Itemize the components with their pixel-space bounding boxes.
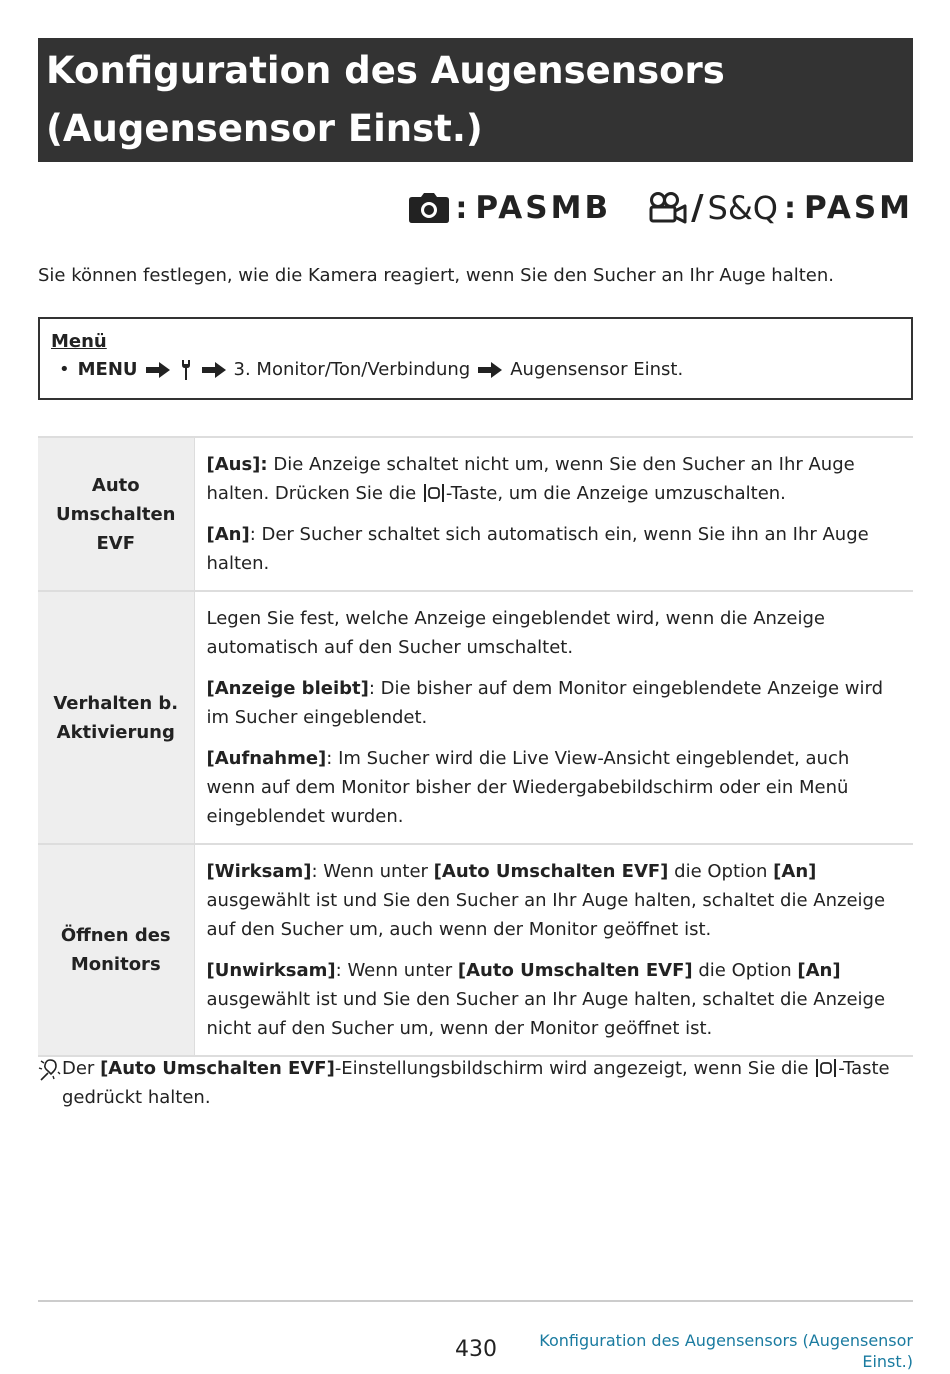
option-text: : Die bisher auf dem Monitor eingeblendete Anzeige wird im Sucher eingeblendet. <box>206 678 884 728</box>
photo-modes-colon: : <box>455 190 468 226</box>
row-intro: Legen Sie fest, welche Anzeige eingeblendet wird, wenn die Anzeige automatisch auf den Sucher umschaltet. <box>206 608 825 658</box>
menu-step-4: Augensensor Einst. <box>510 359 684 380</box>
photo-modes: PASMB <box>475 190 612 226</box>
menu-path-box <box>38 317 913 400</box>
tip-icon <box>38 1058 62 1082</box>
menu-key: MENU <box>77 359 138 380</box>
bullet: • <box>59 359 70 380</box>
option-text: : Der Sucher schaltet sich automatisch ein, wenn Sie ihn an Ihr Auge halten. <box>206 524 869 574</box>
page-title-line-1: Konfiguration des Augensensors <box>46 49 725 92</box>
movie-camera-icon <box>649 192 687 224</box>
camera-icon <box>409 193 449 223</box>
option-key: [Aufnahme] <box>206 748 327 769</box>
row-label: Auto Umschalten EVF <box>38 437 194 591</box>
arrow-right-icon <box>478 362 502 378</box>
option-text: : Wenn unter <box>311 861 434 882</box>
video-modes: PASM <box>803 190 913 226</box>
table-row <box>38 591 913 844</box>
option-key: [An] <box>773 861 817 882</box>
note-text: -Einstellungsbildschirm wird angezeigt, wenn Sie die <box>334 1058 815 1079</box>
option-key: [Auto Umschalten EVF] <box>457 960 693 981</box>
page-title <box>38 38 913 162</box>
row-label: Verhalten b. Aktivierung <box>38 591 194 844</box>
row-description <box>194 591 913 844</box>
footer-divider <box>38 1300 913 1302</box>
option-key: [Auto Umschalten EVF] <box>433 861 669 882</box>
option-an <box>207 520 902 578</box>
page-number: 430 <box>455 1337 497 1362</box>
sq-label: S&Q <box>707 189 778 227</box>
settings-table <box>38 436 913 1057</box>
lv-button-icon <box>815 1058 837 1078</box>
option-unwirksam <box>207 956 902 1043</box>
option-text: ausgewählt ist und Sie den Sucher an Ihr Auge halten, schaltet die Anzeige auf den Sucher um, auch wenn der Monitor geöffnet ist. <box>206 890 886 940</box>
lv-button-icon <box>423 483 445 503</box>
shooting-modes <box>409 187 913 229</box>
option-text: die Option <box>668 861 774 882</box>
option-key: [Aus]: <box>206 454 268 475</box>
option-key: [Unwirksam] <box>206 960 336 981</box>
option-text: : Wenn unter <box>335 960 458 981</box>
option-anzeige-bleibt <box>207 674 902 732</box>
option-text: die Option <box>692 960 798 981</box>
option-aufnahme <box>207 744 902 831</box>
row-description <box>194 437 913 591</box>
row-label: Öffnen des Monitors <box>38 844 194 1056</box>
arrow-right-icon <box>202 362 226 378</box>
note-text: -Taste gedrückt halten. <box>62 1058 890 1108</box>
option-text: Die Anzeige schaltet nicht um, wenn Sie den Sucher an Ihr Auge halten. Drücken Sie die <box>206 454 855 504</box>
table-row <box>38 437 913 591</box>
row-description <box>194 844 913 1056</box>
option-key: [Wirksam] <box>206 861 312 882</box>
option-text: ausgewählt ist und Sie den Sucher an Ihr Auge halten, schaltet die Anzeige nicht auf den Sucher um, wenn der Monitor geöffnet ist. <box>206 989 886 1039</box>
option-key: [Anzeige bleibt] <box>206 678 369 699</box>
video-modes-colon: : <box>783 190 796 226</box>
note-key: [Auto Umschalten EVF] <box>100 1058 335 1079</box>
menu-heading: Menü <box>51 331 107 352</box>
option-wirksam <box>207 857 902 944</box>
option-text: -Taste, um die Anzeige umzuschalten. <box>445 483 786 504</box>
tip-text <box>62 1054 913 1112</box>
footer-section-link[interactable]: Konfiguration des Augensensors (Augensensor Einst.) <box>539 1331 913 1371</box>
tip-note <box>38 1054 913 1112</box>
option-key: [An] <box>797 960 841 981</box>
menu-path <box>51 355 911 385</box>
option-key: [An] <box>206 524 250 545</box>
table-row <box>38 844 913 1056</box>
option-aus <box>207 450 902 508</box>
wrench-icon <box>180 360 192 380</box>
page-title-line-2: (Augensensor Einst.) <box>46 107 483 150</box>
menu-step-3: 3. Monitor/Ton/Verbindung <box>233 359 471 380</box>
arrow-right-icon <box>146 362 170 378</box>
intro-text: Sie können festlegen, wie die Kamera reagiert, wenn Sie den Sucher an Ihr Auge halten. <box>38 265 835 286</box>
note-text: Der <box>62 1058 101 1079</box>
mode-slash: / <box>691 188 704 228</box>
option-text: : Im Sucher wird die Live View-Ansicht eingeblendet, auch wenn auf dem Monitor bisher der Wiedergabebildschirm oder ein Menü eingeblendet wurden. <box>206 748 850 827</box>
